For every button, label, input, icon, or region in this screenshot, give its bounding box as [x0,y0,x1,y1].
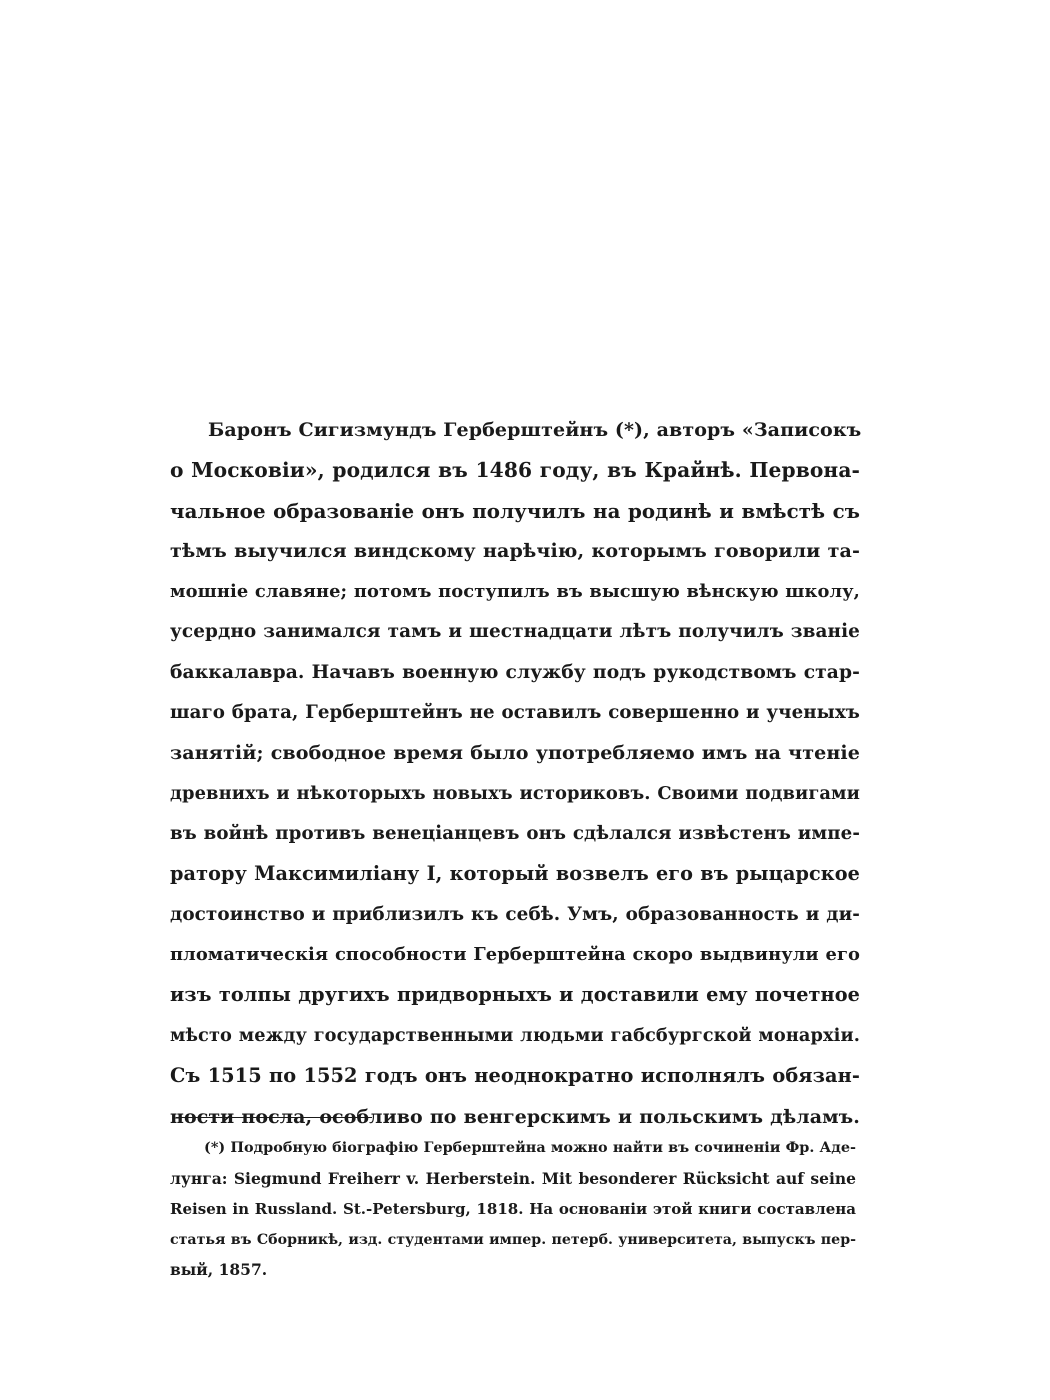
footnote-line: статья въ Сборникѣ, изд. студентами импер. петерб. университета, выпускъ пер- [170,1231,856,1248]
paragraph-line: чальное образованіе онъ получилъ на родинѣ и вмѣстѣ съ [170,498,860,523]
paragraph-line: пломатическія способности Герберштейна скоро выдвинули его [170,944,860,966]
paragraph-line: изъ толпы другихъ придворныхъ и доставили ему почетное [170,983,860,1007]
main-paragraph [170,410,860,1137]
paragraph-line: Баронъ Сигизмундъ Герберштейнъ (*), авторъ «Записокъ [208,419,862,441]
paragraph-line: ратору Максимиліану I, который возвелъ его въ рыцарское [170,862,860,886]
paragraph-line: Съ 1515 по 1552 годъ онъ неоднократно исполнялъ обязан- [170,1064,860,1088]
paragraph-line: древнихъ и нѣкоторыхъ новыхъ историковъ. Своими подвигами [170,782,860,804]
paragraph-line: шаго брата, Герберштейнъ не оставилъ совершенно и ученыхъ [170,701,860,723]
paragraph-line: въ войнѣ противъ венеціанцевъ онъ сдѣлался извѣстенъ импе- [170,822,860,844]
paragraph-line: мѣсто между государственными людьми габсбургской монархіи. [170,1024,860,1046]
footnote-divider [176,1117,372,1118]
paragraph-line: мошніе славяне; потомъ поступилъ въ высшую вѣнскую школу, [170,580,860,602]
paragraph-line: достоинство и приблизилъ къ себѣ. Умъ, образованность и ди- [170,903,860,925]
paragraph-line: ности посла, особливо по венгерскимъ и польскимъ дѣламъ. [170,1105,860,1128]
footnote-line: (*) Подробную біографію Герберштейна можно найти въ сочиненіи Фр. Аде- [204,1139,856,1156]
footnote-line: вый, 1857. [170,1260,268,1279]
footnote-line: лунга: Siegmund Freiherr v. Herberstein. Mit besonderer Rücksicht auf seine [170,1168,856,1188]
paragraph-line: занятій; свободное время было употребляемо имъ на чтеніе [170,742,860,765]
paragraph-line: о Московіи», родился въ 1486 году, въ Крайнѣ. Первона- [170,458,860,483]
paragraph-line: усердно занимался тамъ и шестнадцати лѣтъ получилъ званіе [170,620,860,642]
footnote [170,1133,856,1286]
footnote-line: Reisen in Russland. St.-Petersburg, 1818. На основаніи этой книги составлена [170,1200,856,1218]
paragraph-line: баккалавра. Начавъ военную службу подъ рукодствомъ стар- [170,661,860,684]
paragraph-line: тѣмъ выучился виндскому нарѣчію, которымъ говорили та- [170,540,860,563]
